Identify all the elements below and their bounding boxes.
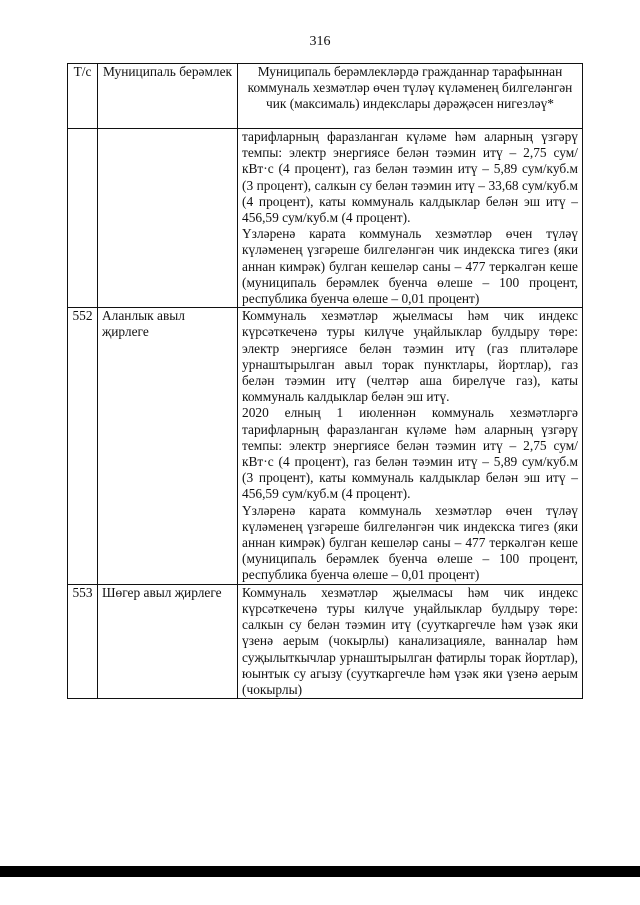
header-number: Т/с	[68, 64, 98, 129]
row-number: 552	[68, 308, 98, 584]
table-row	[68, 129, 583, 308]
row-index-text	[238, 129, 583, 308]
paragraph: тарифларның фаразланган күләме һәм аларның үзгәрү темпы: электр энергиясе белән тәэмин итү – 2,75 сум/кВт·с (4 процент), газ белән тәэмин итү – 5,89 сум/куб.м (3 процент), салкын су белән тәэмин итү – 33,68 сум/куб.м (4 процент), каты коммуналь калдыклар белән эш итү – 456,59 сум/куб.м (4 процент).	[242, 129, 578, 226]
scan-edge-bar	[0, 866, 640, 877]
row-index-text	[238, 308, 583, 584]
table-row	[68, 584, 583, 698]
paragraph: Коммуналь хезмәтләр җыелмасы һәм чик индекс күрсәткеченә туры килүче уңайлыклар булдыру төре: салкын су белән тәэмин итү (сууткаргечле һәм үзәк яки үзенә аерым (чокырлы) канализацияле, ванналар һәм суҗылыткычлар урнаштырылган фатирлы торак йортлар), юынтык су агызу (сууткаргечле һәм үзәк яки үзенә аерым (чокырлы)	[242, 584, 578, 697]
row-index-text	[238, 584, 583, 698]
paragraph: Үзләренә карата коммуналь хезмәтләр өчен түләү күләменең үзгәреше билгеләнгән чик индекска тигез (яки аннан кимрәк) булган кешеләр саны – 477 теркәлгән кеше (муниципаль берәмлек буенча өлеше – 100 процент, республика буенча өлеше – 0,01 процент)	[242, 502, 578, 583]
header-index: Муниципаль берәмлекләрдә гражданнар тарафыннан коммуналь хезмәтләр өчен түләү күләменең билгеләнгән чик (максималь) индекслары дәрәҗәсен нигезләү*	[238, 64, 583, 129]
page-number: 316	[309, 34, 331, 49]
header-municipality: Муниципаль берәмлек	[98, 64, 238, 129]
row-number: 553	[68, 584, 98, 698]
row-municipality	[98, 129, 238, 308]
row-number	[68, 129, 98, 308]
table-header-row	[68, 64, 583, 129]
row-municipality: Аланлык авыл җирлеге	[98, 308, 238, 584]
table-row	[68, 308, 583, 584]
paragraph: Үзләренә карата коммуналь хезмәтләр өчен түләү күләменең үзгәреше билгеләнгән чик индекска тигез (яки аннан кимрәк) булган кешеләр саны – 477 теркәлгән кеше (муниципаль берәмлек буенча өлеше – 100 процент, республика буенча өлеше – 0,01 процент)	[242, 226, 578, 307]
paragraph: Коммуналь хезмәтләр җыелмасы һәм чик индекс күрсәткеченә туры килүче уңайлыклар булдыру төре: электр энергиясе белән тәэмин итү (газ плитәләре урнаштырылган авыл торак пунктлары, йортлар), газ белән тәэмин итү (челтәр аша бирелүче газ), каты коммуналь калдыклар белән эш итү.	[242, 308, 578, 405]
row-municipality: Шөгер авыл җирлеге	[98, 584, 238, 698]
paragraph: 2020 елның 1 июленнән коммуналь хезмәтләргә тарифларның фаразланган күләме һәм аларның үзгәрү темпы: электр энергиясе белән тәэмин итү – 2,75 сум/кВт·с (4 процент), газ белән тәэмин итү – 5,89 сум/куб.м (3 процент), каты коммуналь калдыклар белән эш итү – 456,59 сум/куб.м (4 процент).	[242, 405, 578, 502]
tariff-index-table	[67, 63, 583, 699]
